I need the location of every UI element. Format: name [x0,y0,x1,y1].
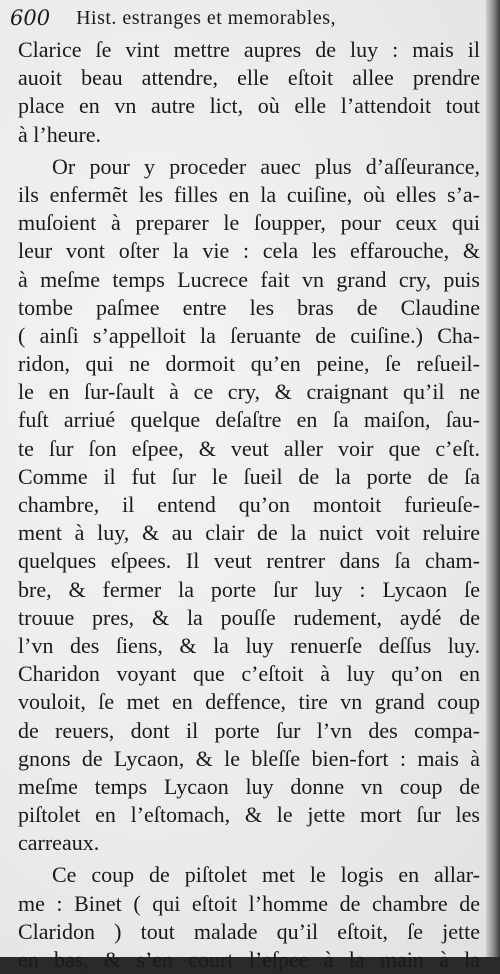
text-line: tombe paſmee entre les bras de Claudine [18,294,480,320]
text-line: Charidon voyant que c’eſtoit à luy qu’on en [18,661,480,687]
text-line: vouloit, ſe met en deffence, tire vn grand coup [18,689,480,715]
text-line: te ſur ſon eſpee, & veut aller voir que c’eſt. [18,435,480,461]
text-line: chambre, il entend qu’on montoit furieuſe- [18,492,480,517]
paragraph [18,861,480,974]
text-line: ils enfermẽt les filles en la cuiſine, où elles s’a- [18,181,480,207]
paragraph [18,36,480,149]
text-line: gnons de Lycaon, & le bleſſe bien-fort : mais à [18,745,480,771]
text-line: Or pour y proceder auec plus d’aſſeurance, [52,153,480,179]
page-body [18,36,480,974]
page-edge-shadow [486,0,500,957]
text-line: Clarice ſe vint mettre aupres de luy : mais il [18,37,480,62]
text-line: à l’heure. [18,121,102,147]
text-line: me : Binet ( qui eſtoit l’homme de chambre de [18,890,480,916]
text-line: Ce coup de piſtolet met le logis en allar- [52,862,480,888]
text-line: en bas, & s’en court l’eſpee à la main à la [18,947,480,972]
text-line: place en vn autre lict, où elle l’attendoit tout [18,93,480,119]
page-header [10,0,470,36]
text-line: ( ainſi s’appelloit la ſeruante de cuiſine.) Cha- [18,322,480,348]
text-line: de reuers, dont il porte ſur l’vn des compa- [18,717,480,743]
text-line: Comme il fut ſur le ſueil de la porte de ſa [18,463,480,489]
text-line: fuſt arriué quelque deſaſtre en ſa maiſon, ſau- [18,407,480,433]
text-line: leur vont oſter la vie : cela les effarouche, & [18,238,480,264]
text-line: carreaux. [18,830,100,856]
text-line: piſtolet en l’eſtomach, & le jette mort ſur les [18,802,480,828]
text-line: bre, & fermer la porte ſur luy : Lycaon ſe [18,576,480,602]
text-line: auoit beau attendre, elle eſtoit allee prendre [18,65,480,91]
text-line: ridon, qui ne dormoit qu’en peine, ſe reſueil- [18,351,480,377]
text-line: quelques eſpees. Il veut rentrer dans ſa cham- [18,548,480,574]
page-number: 600 [10,6,51,30]
text-line: ment à luy, & au clair de la nuict voit reluire [18,520,480,546]
text-line: l’vn des ſiens, & la luy renuerſe deſſus luy. [18,632,480,658]
text-line: le en ſur-ſault à ce cry, & craignant qu’il ne [18,379,480,405]
running-title: Hist. estranges et memorables, [76,6,337,29]
text-line: meſme temps Lycaon luy donne vn coup de [18,773,480,799]
paragraph [18,153,480,858]
text-line: à meſme temps Lucrece fait vn grand cry, puis [18,266,480,292]
text-line: Claridon ) tout malade qu’il eſtoit, ſe jette [18,918,480,944]
text-line: trouue pres, & la pouſſe rudement, aydé de [18,604,480,630]
text-line: muſoient à preparer le ſoupper, pour ceux qui [18,210,480,236]
